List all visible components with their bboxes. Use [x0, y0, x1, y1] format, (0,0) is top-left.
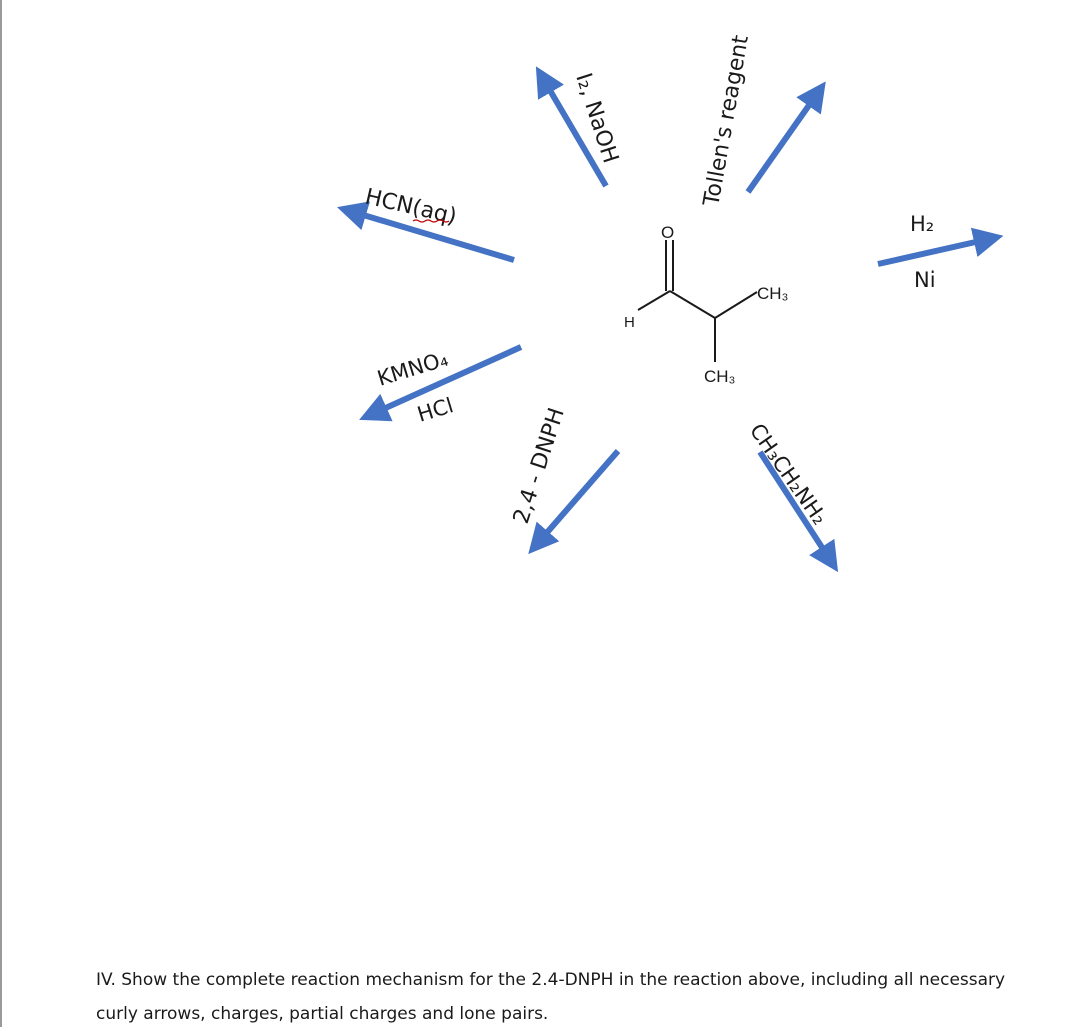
- reagent-hcn: HCN(aq): [362, 184, 459, 230]
- reagent-tollens: Tollen's reagent: [699, 33, 754, 209]
- reagent-ni: Ni: [914, 268, 936, 292]
- atom-hydrogen: H: [624, 314, 635, 331]
- reagent-h2: H₂: [910, 212, 935, 236]
- atom-oxygen: O: [661, 223, 675, 242]
- methyl-right: CH₃: [757, 284, 789, 303]
- arrow-tollens: [748, 101, 812, 192]
- isobutyraldehyde-structure: [624, 223, 788, 386]
- reagent-amine: CH₃CH₂NH₂: [744, 419, 833, 530]
- arrow-h2-ni: [878, 241, 980, 264]
- methyl-bottom: CH₃: [704, 367, 736, 386]
- reagent-hcl: HCl: [414, 393, 457, 427]
- question-text: IV. Show the complete reaction mechanism for the 2.4-DNPH in the reaction above, including all necessary curly arrows, charges, partial charges and lone pairs.: [96, 970, 1006, 1024]
- reagent-kmno4: KMNO₄: [374, 346, 451, 391]
- reagent-dnph: 2,4 - DNPH: [508, 404, 570, 527]
- arrow-dnph: [544, 451, 618, 536]
- reagent-i2-naoh: I₂, NaOH: [570, 70, 623, 167]
